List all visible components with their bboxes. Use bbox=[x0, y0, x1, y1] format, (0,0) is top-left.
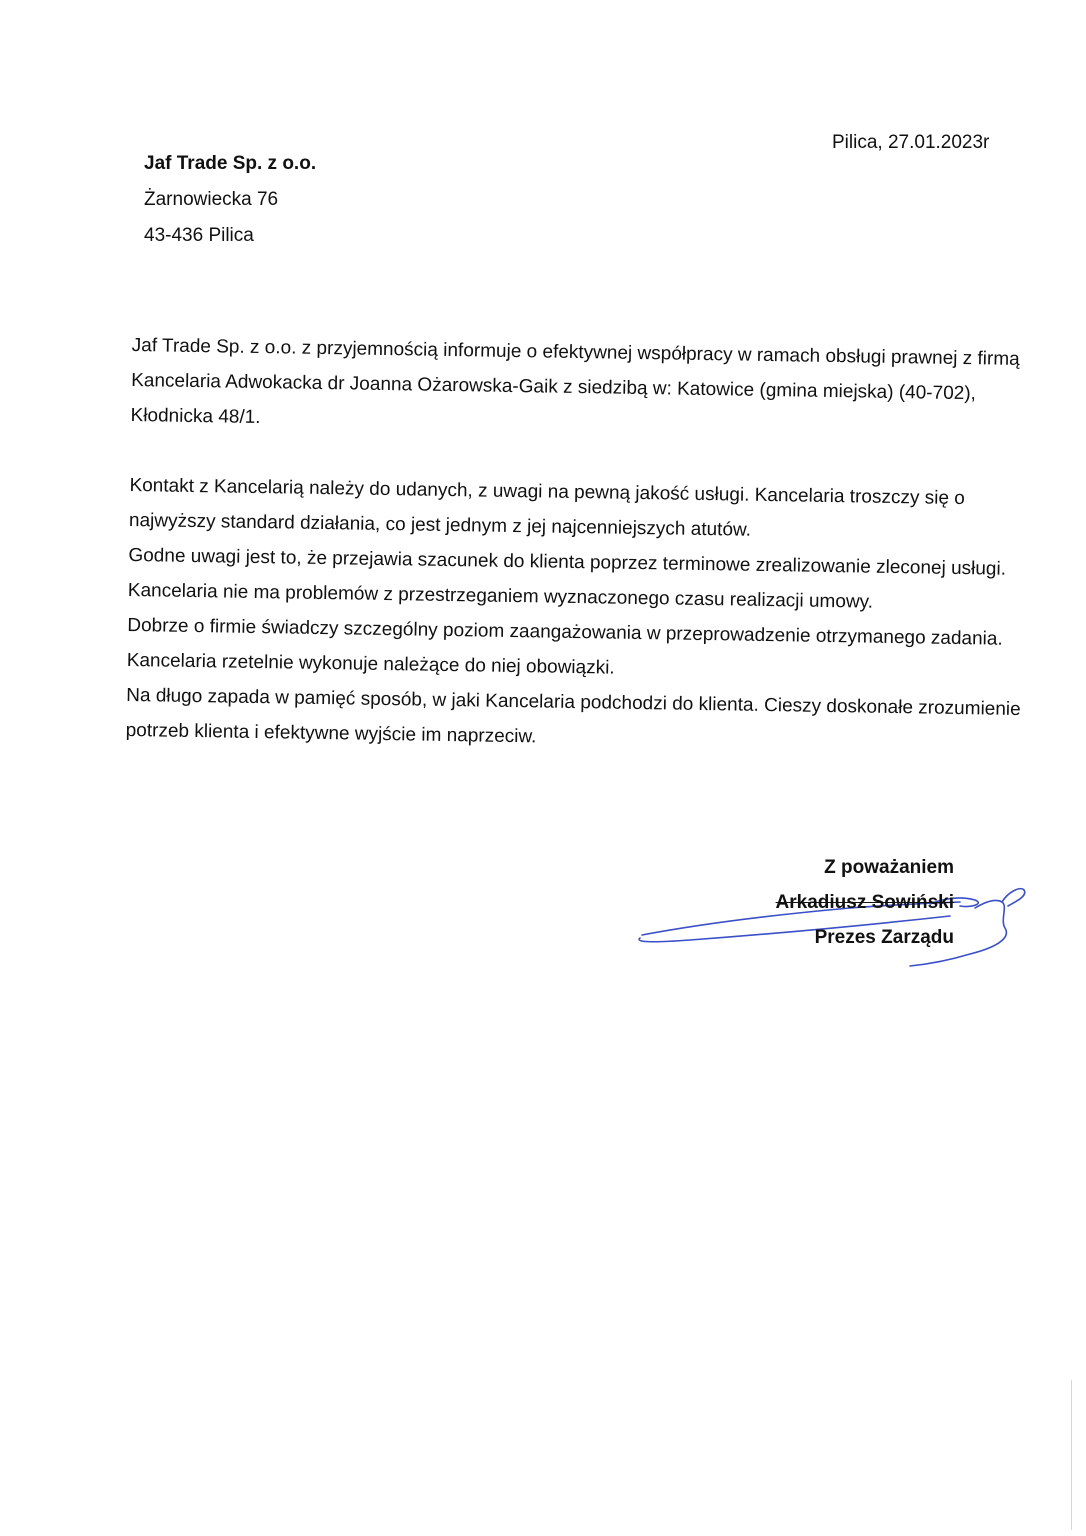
body-line: Godne uwagi jest to, że przejawia szacunek do klienta poprzez terminowe zrealizowanie zleconej usługi. bbox=[128, 544, 1007, 580]
body-line: Kancelaria rzetelnie wykonuje należące do niej obowiązki. bbox=[126, 649, 615, 679]
body-line: Dobrze o firmie świadczy szczególny poziom zaangażowania w przeprowadzenie otrzymanego zadania. bbox=[127, 614, 1003, 650]
signer-name: Arkadiusz Sowiński bbox=[775, 892, 954, 913]
sender-street: Żarnowiecka 76 bbox=[144, 189, 279, 210]
body-line: Kontakt z Kancelarią należy do udanych, z uwagi na pewną jakość usługi. Kancelaria troszczy się o bbox=[129, 474, 965, 510]
body-line: najwyższy standard działania, co jest jednym z jej najcenniejszych atutów. bbox=[128, 509, 752, 541]
sender-address bbox=[144, 146, 316, 254]
salutation: Z poważaniem bbox=[824, 857, 954, 878]
closing-block bbox=[776, 850, 954, 955]
body-line: potrzeb klienta i efektywne wyjście im naprzeciw. bbox=[125, 719, 537, 748]
body-line: Kancelaria Adwokacka dr Joanna Ożarowska-Gaik z siedzibą w: Katowice (gmina miejska) (40-702), bbox=[131, 369, 977, 405]
body-line: Kancelaria nie ma problemów z przestrzeganiem wyznaczonego czasu realizacji umowy. bbox=[127, 579, 874, 613]
body-line: Jaf Trade Sp. z o.o. z przyjemnością informuje o efektywnej współpracy w ramach obsługi prawnej z firmą bbox=[131, 334, 1020, 370]
letter-date: Pilica, 27.01.2023r bbox=[832, 132, 990, 153]
sender-city: 43-436 Pilica bbox=[144, 225, 254, 246]
body-line: Kłodnicka 48/1. bbox=[130, 404, 261, 429]
signer-title: Prezes Zarządu bbox=[814, 927, 954, 948]
body-line: Na długo zapada w pamięć sposób, w jaki Kancelaria podchodzi do klienta. Cieszy doskonałe zrozumienie bbox=[126, 684, 1021, 721]
sender-company: Jaf Trade Sp. z o.o. bbox=[144, 153, 317, 174]
letter-body bbox=[125, 328, 1021, 761]
scan-edge bbox=[1071, 1380, 1072, 1530]
